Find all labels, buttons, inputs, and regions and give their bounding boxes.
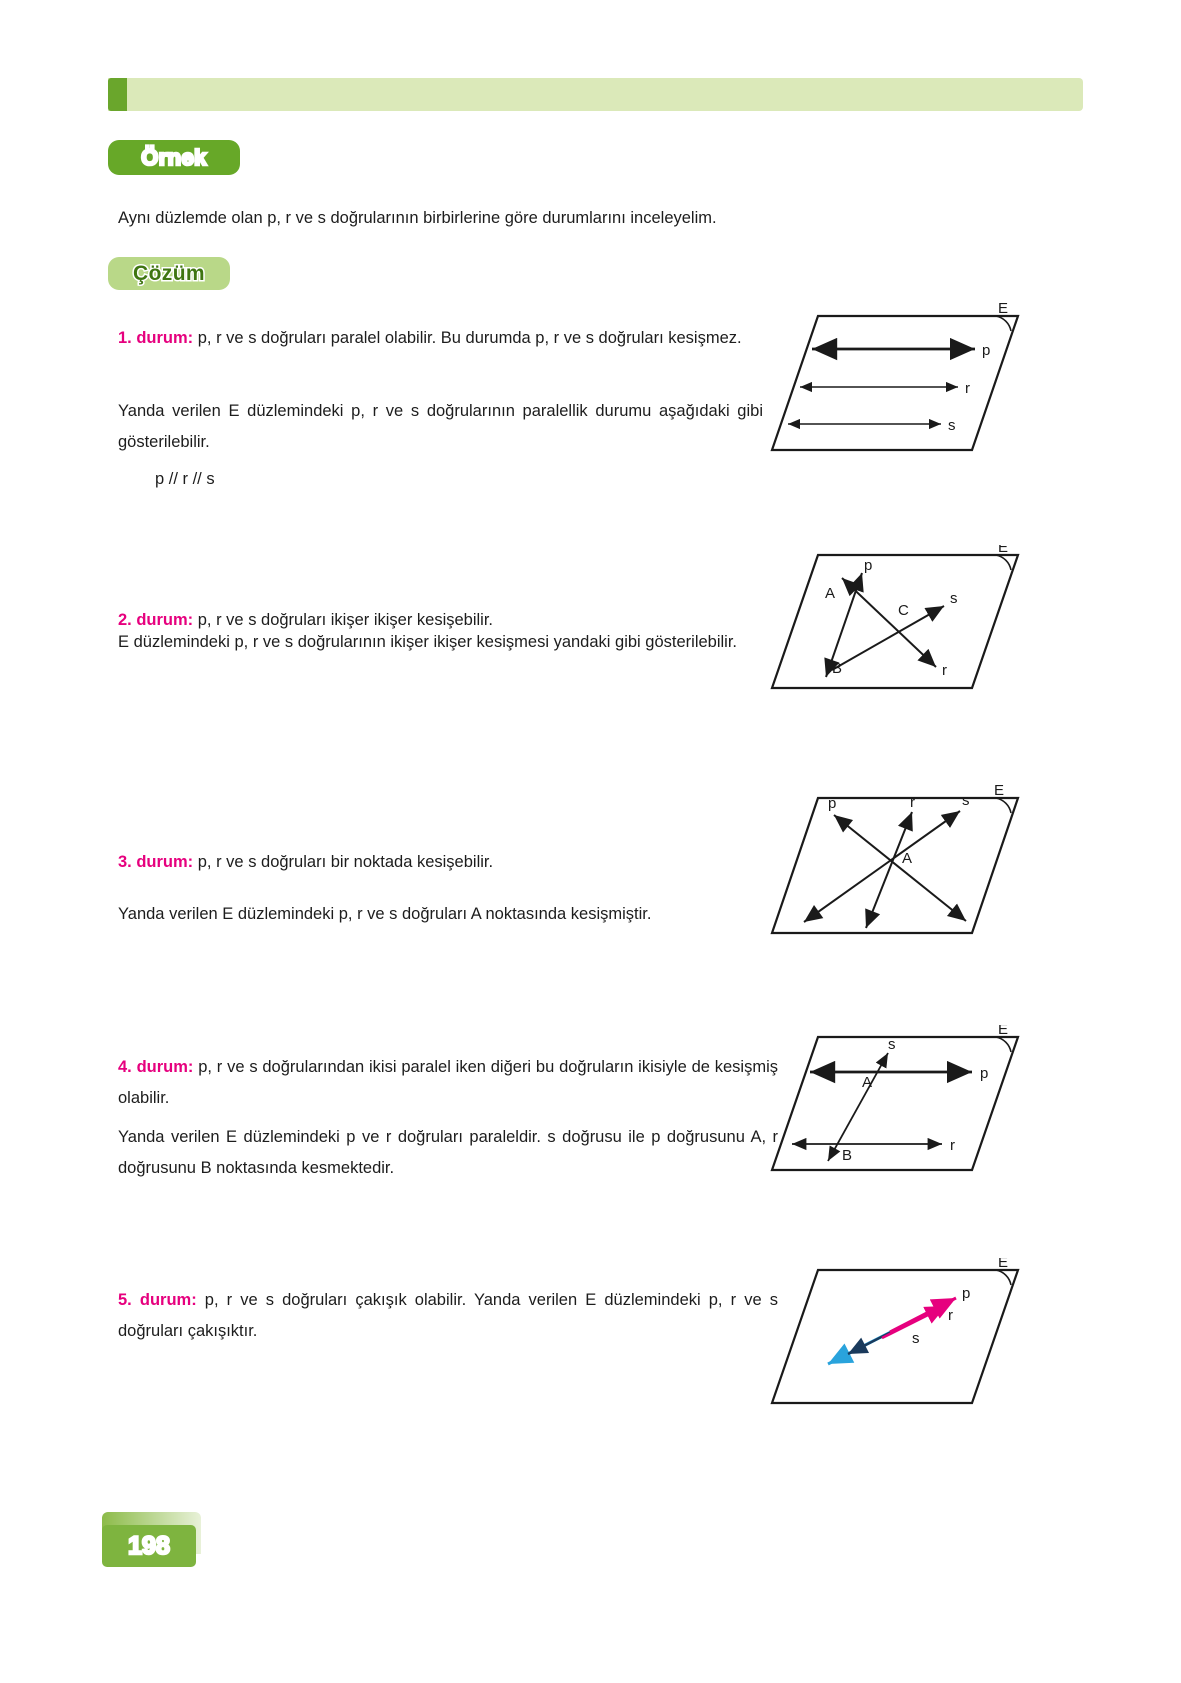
case-1-notation: p // r // s (155, 469, 215, 488)
case-5-paragraph (118, 1285, 778, 1347)
point-label-A: A (902, 850, 913, 867)
line-s (804, 811, 960, 922)
plane-corner-arc (996, 798, 1011, 813)
case-3-plane-svg (770, 785, 1020, 945)
case-2-second-paragraph: E düzlemindeki p, r ve s doğrularının ikişer ikişer kesişmesi yandaki gibi gösterilebilir. (118, 632, 738, 651)
plane-label-E: E (998, 1258, 1009, 1271)
plane-outline (772, 555, 1018, 688)
plane-label-E: E (998, 300, 1009, 317)
line-label-r: r (948, 1307, 953, 1324)
plane-corner-arc (996, 1270, 1011, 1285)
case-4-diagram (770, 1025, 1020, 1185)
case-2-plane-svg (770, 545, 1020, 700)
plane-corner-arc (996, 555, 1011, 570)
case-5-plane-svg (770, 1258, 1020, 1418)
point-label-C: C (898, 602, 909, 619)
page-number-badge (102, 1525, 196, 1567)
line-label-s: s (888, 1036, 896, 1053)
line-label-r: r (942, 662, 947, 679)
header-decorative-bar (108, 78, 1083, 111)
case-5-text: p, r ve s doğruları çakışık olabilir. Yanda verilen E düzlemindeki p, r ve s doğruları çakışıktır. (118, 1290, 778, 1340)
case-1-paragraph (118, 323, 768, 354)
plane-outline (772, 316, 1018, 450)
case-5-diagram (770, 1258, 1020, 1418)
line-label-p: p (980, 1065, 989, 1082)
plane-corner-arc (996, 1037, 1011, 1052)
line-s (832, 606, 944, 670)
plane-outline (772, 798, 1018, 933)
case-1-text: p, r ve s doğruları paralel olabilir. Bu durumda p, r ve s doğruları kesişmez. (193, 328, 742, 347)
plane-label-E: E (998, 1025, 1009, 1038)
line-label-p: p (864, 557, 873, 574)
line-label-r: r (965, 380, 970, 397)
line-label-s: s (948, 417, 956, 434)
case-3-label: 3. durum: (118, 852, 194, 871)
solution-badge-label: Çözüm (133, 261, 205, 285)
plane-corner-arc (996, 316, 1011, 331)
line-label-s: s (950, 590, 958, 607)
case-3-second-paragraph: Yanda verilen E düzlemindeki p, r ve s doğruları A noktasında kesişmiştir. (118, 904, 652, 923)
case-3-paragraph (118, 847, 798, 878)
case-2-text: p, r ve s doğruları ikişer ikişer kesişebilir. (193, 610, 494, 629)
case-4-second-paragraph: Yanda verilen E düzlemindeki p ve r doğruları paraleldir. s doğrusu ile p doğrusunu A, r doğrusunu B noktasında kesmektedir. (118, 1127, 778, 1177)
line-label-s: s (962, 792, 970, 809)
page-number-label: 198 (128, 1531, 170, 1560)
line-label-p: p (828, 795, 837, 812)
case-3-diagram (770, 785, 1020, 945)
example-badge-label: Örnek (141, 144, 207, 170)
line-label-s: s (912, 1330, 920, 1347)
line-label-r: r (950, 1137, 955, 1154)
plane-label-E: E (994, 785, 1005, 799)
point-label-B: B (832, 660, 843, 677)
case-4-plane-svg (770, 1025, 1020, 1185)
line-p (834, 815, 966, 921)
example-badge (108, 140, 240, 175)
case-1-label: 1. durum: (118, 328, 194, 347)
case-5-label: 5. durum: (118, 1290, 197, 1309)
line-label-p: p (982, 342, 991, 359)
line-label-p: p (962, 1285, 971, 1302)
point-label-B: B (842, 1147, 853, 1164)
plane-label-E: E (998, 545, 1009, 556)
plane-outline (772, 1270, 1018, 1403)
case-4-text: p, r ve s doğrularından ikisi paralel iken diğeri bu doğruların ikisiyle de kesişmiş olabilir. (118, 1057, 778, 1107)
intro-paragraph: Aynı düzlemde olan p, r ve s doğrularının birbirlerine göre durumlarını inceleyelim. (118, 208, 717, 227)
case-4-label: 4. durum: (118, 1057, 194, 1076)
case-2-label: 2. durum: (118, 610, 194, 629)
header-accent-tab (108, 78, 127, 111)
case-1-second-paragraph: Yanda verilen E düzlemindeki p, r ve s doğrularının paralellik durumu aşağıdaki gibi gösterilebilir. (118, 401, 763, 451)
case-1-plane-svg (770, 300, 1020, 465)
line-p (890, 1298, 956, 1332)
line-label-r: r (910, 794, 915, 811)
point-label-A: A (862, 1074, 873, 1091)
solution-badge (108, 257, 230, 290)
case-3-text: p, r ve s doğruları bir noktada kesişebilir. (193, 852, 494, 871)
case-1-diagram (770, 300, 1020, 465)
plane-outline (772, 1037, 1018, 1170)
line-r (866, 812, 912, 928)
point-label-A: A (825, 585, 836, 602)
case-2-diagram (770, 545, 1020, 700)
case-4-paragraph (118, 1052, 778, 1114)
line-r (842, 578, 936, 667)
